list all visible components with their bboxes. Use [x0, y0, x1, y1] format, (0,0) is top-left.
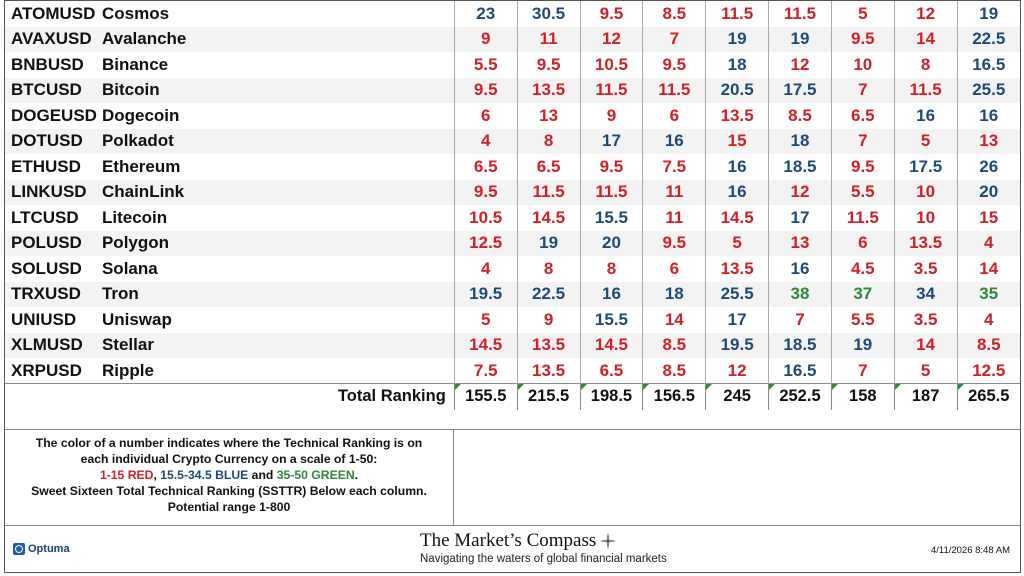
- ranking-value-cell: 30.5: [517, 1, 580, 27]
- table-row: [5, 103, 1020, 129]
- name-cell: ChainLink: [102, 180, 454, 206]
- brand-tagline: Navigating the waters of global financial markets: [420, 553, 667, 565]
- ranking-value-cell: 7: [643, 27, 706, 53]
- ranking-value-cell: 4: [957, 307, 1020, 333]
- table-row: [5, 282, 1020, 308]
- ranking-value-cell: 18: [706, 52, 769, 78]
- total-value-cell: 198.5: [580, 384, 643, 410]
- legend-line-4: Sweet Sixteen Total Technical Ranking (SSTTR) Below each column.: [31, 484, 427, 498]
- ranking-value-cell: 13.5: [517, 333, 580, 359]
- name-cell: Bitcoin: [102, 78, 454, 104]
- ranking-value-cell: 13: [517, 103, 580, 129]
- name-cell: Ethereum: [101, 156, 181, 176]
- total-value-cell: 265.5: [957, 384, 1020, 410]
- symbol-cell: DOGEUSD: [11, 105, 97, 125]
- symbol-cell: UNIUSD: [11, 309, 77, 329]
- ranking-value-cell: 7.5: [454, 358, 517, 384]
- ranking-value-cell: 11.5: [831, 205, 894, 231]
- table-row: [5, 78, 1020, 104]
- ranking-value-cell: 22.5: [517, 282, 580, 308]
- ranking-value-cell: 16: [643, 129, 706, 155]
- ranking-value-cell: 6.5: [580, 358, 643, 384]
- ranking-value-cell: 18.5: [769, 333, 832, 359]
- ranking-value-cell: 10: [831, 52, 894, 78]
- ranking-value-cell: 15: [957, 205, 1020, 231]
- name-cell: Cosmos: [101, 3, 170, 23]
- legend-blue-range: 15.5-34.5 BLUE: [160, 468, 249, 482]
- ranking-value-cell: 20: [957, 180, 1020, 206]
- table-row: [5, 52, 1020, 78]
- ranking-value-cell: 8: [580, 256, 643, 282]
- ranking-value-cell: 19.5: [706, 333, 769, 359]
- ranking-value-cell: 13.5: [894, 231, 957, 257]
- ranking-value-cell: 14.5: [517, 205, 580, 231]
- compass-rose-icon: [600, 533, 616, 549]
- total-value-cell: 187: [894, 384, 957, 410]
- ranking-value-cell: 9.5: [831, 27, 894, 53]
- ranking-value-cell: 17: [580, 129, 643, 155]
- symbol-cell: BTCUSD: [5, 78, 102, 104]
- ranking-value-cell: 19: [706, 27, 769, 53]
- ranking-value-cell: 10.5: [454, 205, 517, 231]
- ranking-value-cell: 4: [957, 231, 1020, 257]
- ranking-value-cell: 9.5: [580, 1, 643, 27]
- ranking-value-cell: 4: [454, 129, 517, 155]
- ranking-value-cell: 11.5: [769, 1, 832, 27]
- ranking-value-cell: 4: [454, 256, 517, 282]
- ranking-value-cell: 10: [894, 180, 957, 206]
- ranking-value-cell: 14: [957, 256, 1020, 282]
- ranking-value-cell: 6: [831, 231, 894, 257]
- footer: [5, 525, 1020, 574]
- ranking-value-cell: 4.5: [831, 256, 894, 282]
- name-cell: Tron: [102, 282, 454, 308]
- optuma-logo-icon: [13, 543, 25, 555]
- symbol-cell: ATOMUSD: [11, 3, 96, 23]
- ranking-value-cell: 8.5: [643, 1, 706, 27]
- total-value-cell: 215.5: [517, 384, 580, 410]
- table-row: [5, 333, 1020, 359]
- ranking-value-cell: 6: [643, 103, 706, 129]
- ranking-value-cell: 8.5: [643, 358, 706, 384]
- ranking-value-cell: 12: [769, 52, 832, 78]
- ranking-value-cell: 13.5: [706, 256, 769, 282]
- ranking-value-cell: 10: [894, 205, 957, 231]
- symbol-cell: SOLUSD: [11, 258, 82, 278]
- ranking-value-cell: 19: [957, 1, 1020, 27]
- ranking-value-cell: 6: [643, 256, 706, 282]
- ranking-value-cell: 13: [957, 129, 1020, 155]
- ranking-value-cell: 5.5: [831, 180, 894, 206]
- ranking-value-cell: 9.5: [517, 52, 580, 78]
- optuma-logo: [13, 543, 70, 555]
- ranking-value-cell: 9.5: [580, 154, 643, 180]
- ranking-value-cell: 9.5: [643, 52, 706, 78]
- legend-line-1: The color of a number indicates where the Technical Ranking is on: [35, 436, 423, 450]
- ranking-value-cell: 13: [769, 231, 832, 257]
- ranking-value-cell: 9.5: [831, 154, 894, 180]
- ranking-value-cell: 19: [769, 27, 832, 53]
- ranking-value-cell: 9: [454, 27, 517, 53]
- ranking-value-cell: 9.5: [454, 180, 517, 206]
- name-cell: Polkadot: [102, 129, 454, 155]
- ranking-value-cell: 8: [517, 256, 580, 282]
- ranking-value-cell: 16: [957, 103, 1020, 129]
- ranking-value-cell: 23: [454, 1, 517, 27]
- legend-green-range: 35-50 GREEN: [276, 468, 355, 482]
- ranking-value-cell: 8: [517, 129, 580, 155]
- ranking-value-cell: 16: [706, 180, 769, 206]
- ranking-value-cell: 12.5: [454, 231, 517, 257]
- ranking-value-cell: 19: [517, 231, 580, 257]
- ranking-value-cell: 8: [894, 52, 957, 78]
- ranking-value-cell: 14: [894, 27, 957, 53]
- ranking-value-cell: 14.5: [454, 333, 517, 359]
- ranking-value-cell: 26: [957, 154, 1020, 180]
- symbol-cell: LINKUSD: [5, 180, 102, 206]
- ranking-value-cell: 35: [957, 282, 1020, 308]
- ranking-value-cell: 5: [831, 1, 894, 27]
- brand-title-row: [420, 530, 667, 552]
- symbol-cell: LTCUSD: [11, 207, 79, 227]
- symbol-cell: AVAXUSD: [5, 27, 102, 53]
- name-cell: Dogecoin: [101, 105, 180, 125]
- ranking-value-cell: 13.5: [706, 103, 769, 129]
- ranking-value-cell: 7: [831, 129, 894, 155]
- name-cell: Binance: [101, 54, 169, 74]
- ranking-value-cell: 22.5: [957, 27, 1020, 53]
- ranking-value-cell: 6.5: [831, 103, 894, 129]
- name-cell: Solana: [101, 258, 158, 278]
- name-cell: Uniswap: [101, 309, 172, 329]
- ranking-value-cell: 9: [517, 307, 580, 333]
- ranking-value-cell: 16.5: [769, 358, 832, 384]
- ranking-value-cell: 15.5: [580, 205, 643, 231]
- name-cell: Stellar: [102, 333, 454, 359]
- table-row: [5, 27, 1020, 53]
- ranking-value-cell: 19.5: [454, 282, 517, 308]
- ranking-value-cell: 25.5: [957, 78, 1020, 104]
- total-value-cell: 156.5: [643, 384, 706, 410]
- total-ranking-row: [5, 384, 1020, 410]
- name-cell: Polygon: [102, 231, 454, 257]
- ranking-value-cell: 11.5: [643, 78, 706, 104]
- ranking-value-cell: 5: [894, 358, 957, 384]
- ranking-value-cell: 5: [454, 307, 517, 333]
- table-row: [5, 205, 1020, 231]
- ranking-value-cell: 25.5: [706, 282, 769, 308]
- table-row: [5, 180, 1020, 206]
- ranking-value-cell: 9.5: [454, 78, 517, 104]
- name-cell: Ripple: [101, 360, 154, 380]
- ranking-value-cell: 17.5: [894, 154, 957, 180]
- table-row: [5, 1, 1020, 27]
- symbol-cell: XLMUSD: [5, 333, 102, 359]
- ranking-value-cell: 17.5: [769, 78, 832, 104]
- ranking-value-cell: 16.5: [957, 52, 1020, 78]
- ranking-value-cell: 3.5: [894, 307, 957, 333]
- ranking-value-cell: 19: [831, 333, 894, 359]
- ranking-value-cell: 34: [894, 282, 957, 308]
- ranking-value-cell: 16: [580, 282, 643, 308]
- symbol-cell: XRPUSD: [11, 360, 82, 380]
- ranking-value-cell: 37: [831, 282, 894, 308]
- ranking-value-cell: 5: [706, 231, 769, 257]
- ranking-value-cell: 11.5: [894, 78, 957, 104]
- ranking-value-cell: 10.5: [580, 52, 643, 78]
- ranking-sheet: [4, 0, 1021, 573]
- total-value-cell: 158: [831, 384, 894, 410]
- table-row: [5, 129, 1020, 155]
- legend-line-2: each individual Crypto Currency on a scale of 1-50:: [80, 452, 378, 466]
- ranking-table: [5, 1, 1020, 410]
- ranking-value-cell: 3.5: [894, 256, 957, 282]
- ranking-value-cell: 12: [769, 180, 832, 206]
- ranking-value-cell: 8.5: [957, 333, 1020, 359]
- ranking-value-cell: 7: [769, 307, 832, 333]
- legend-sep-2: and: [248, 468, 277, 482]
- color-legend: [5, 429, 454, 525]
- ranking-value-cell: 14: [643, 307, 706, 333]
- ranking-value-cell: 13.5: [517, 78, 580, 104]
- ranking-value-cell: 9: [580, 103, 643, 129]
- name-cell: Litecoin: [101, 207, 168, 227]
- ranking-value-cell: 5.5: [454, 52, 517, 78]
- symbol-cell: DOTUSD: [5, 129, 102, 155]
- table-row: [5, 154, 1020, 180]
- ranking-value-cell: 17: [769, 205, 832, 231]
- legend-sep-1: ,: [153, 468, 161, 482]
- ranking-value-cell: 18: [769, 129, 832, 155]
- brand-block: [420, 530, 667, 565]
- ranking-value-cell: 14.5: [706, 205, 769, 231]
- ranking-value-cell: 7: [831, 358, 894, 384]
- timestamp: 4/11/2026 8:48 AM: [930, 545, 1010, 556]
- symbol-cell: BNBUSD: [11, 54, 84, 74]
- ranking-value-cell: 6: [454, 103, 517, 129]
- symbol-cell: ETHUSD: [11, 156, 81, 176]
- ranking-value-cell: 20: [580, 231, 643, 257]
- ranking-value-cell: 15: [706, 129, 769, 155]
- ranking-value-cell: 9.5: [643, 231, 706, 257]
- total-value-cell: 252.5: [769, 384, 832, 410]
- ranking-value-cell: 14: [894, 333, 957, 359]
- ranking-value-cell: 38: [769, 282, 832, 308]
- ranking-value-cell: 13.5: [517, 358, 580, 384]
- total-value-cell: 245: [706, 384, 769, 410]
- total-ranking-label: Total Ranking: [5, 384, 454, 410]
- table-row: [5, 307, 1020, 333]
- ranking-value-cell: 7.5: [643, 154, 706, 180]
- ranking-value-cell: 16: [769, 256, 832, 282]
- name-cell: Avalanche: [102, 27, 454, 53]
- symbol-cell: POLUSD: [5, 231, 102, 257]
- brand-title: The Market’s Compass: [420, 530, 597, 551]
- ranking-value-cell: 11: [643, 180, 706, 206]
- ranking-value-cell: 17: [706, 307, 769, 333]
- ranking-value-cell: 18: [643, 282, 706, 308]
- total-value-cell: 155.5: [454, 384, 517, 410]
- ranking-value-cell: 5.5: [831, 307, 894, 333]
- ranking-value-cell: 7: [831, 78, 894, 104]
- optuma-label: Optuma: [28, 543, 70, 555]
- legend-end: .: [354, 468, 359, 482]
- table-row: [5, 231, 1020, 257]
- legend-line-5: Potential range 1-800: [167, 500, 291, 514]
- ranking-value-cell: 11: [517, 27, 580, 53]
- ranking-value-cell: 12: [894, 1, 957, 27]
- ranking-value-cell: 12: [580, 27, 643, 53]
- ranking-value-cell: 5: [894, 129, 957, 155]
- table-row: [5, 256, 1020, 282]
- ranking-value-cell: 12: [706, 358, 769, 384]
- ranking-value-cell: 11.5: [517, 180, 580, 206]
- legend-red-range: 1-15 RED: [99, 468, 154, 482]
- legend-line-3: [5, 467, 453, 483]
- ranking-value-cell: 12.5: [957, 358, 1020, 384]
- ranking-value-cell: 20.5: [706, 78, 769, 104]
- blank-panel: [454, 429, 1020, 525]
- ranking-value-cell: 11.5: [580, 78, 643, 104]
- ranking-value-cell: 18.5: [769, 154, 832, 180]
- ranking-value-cell: 16: [706, 154, 769, 180]
- ranking-value-cell: 6.5: [517, 154, 580, 180]
- table-row: [5, 358, 1020, 384]
- symbol-cell: TRXUSD: [5, 282, 102, 308]
- ranking-value-cell: 11.5: [580, 180, 643, 206]
- ranking-value-cell: 6.5: [454, 154, 517, 180]
- ranking-value-cell: 15.5: [580, 307, 643, 333]
- ranking-value-cell: 8.5: [769, 103, 832, 129]
- ranking-value-cell: 11.5: [706, 1, 769, 27]
- ranking-value-cell: 11: [643, 205, 706, 231]
- ranking-value-cell: 8.5: [643, 333, 706, 359]
- ranking-value-cell: 14.5: [580, 333, 643, 359]
- ranking-value-cell: 16: [894, 103, 957, 129]
